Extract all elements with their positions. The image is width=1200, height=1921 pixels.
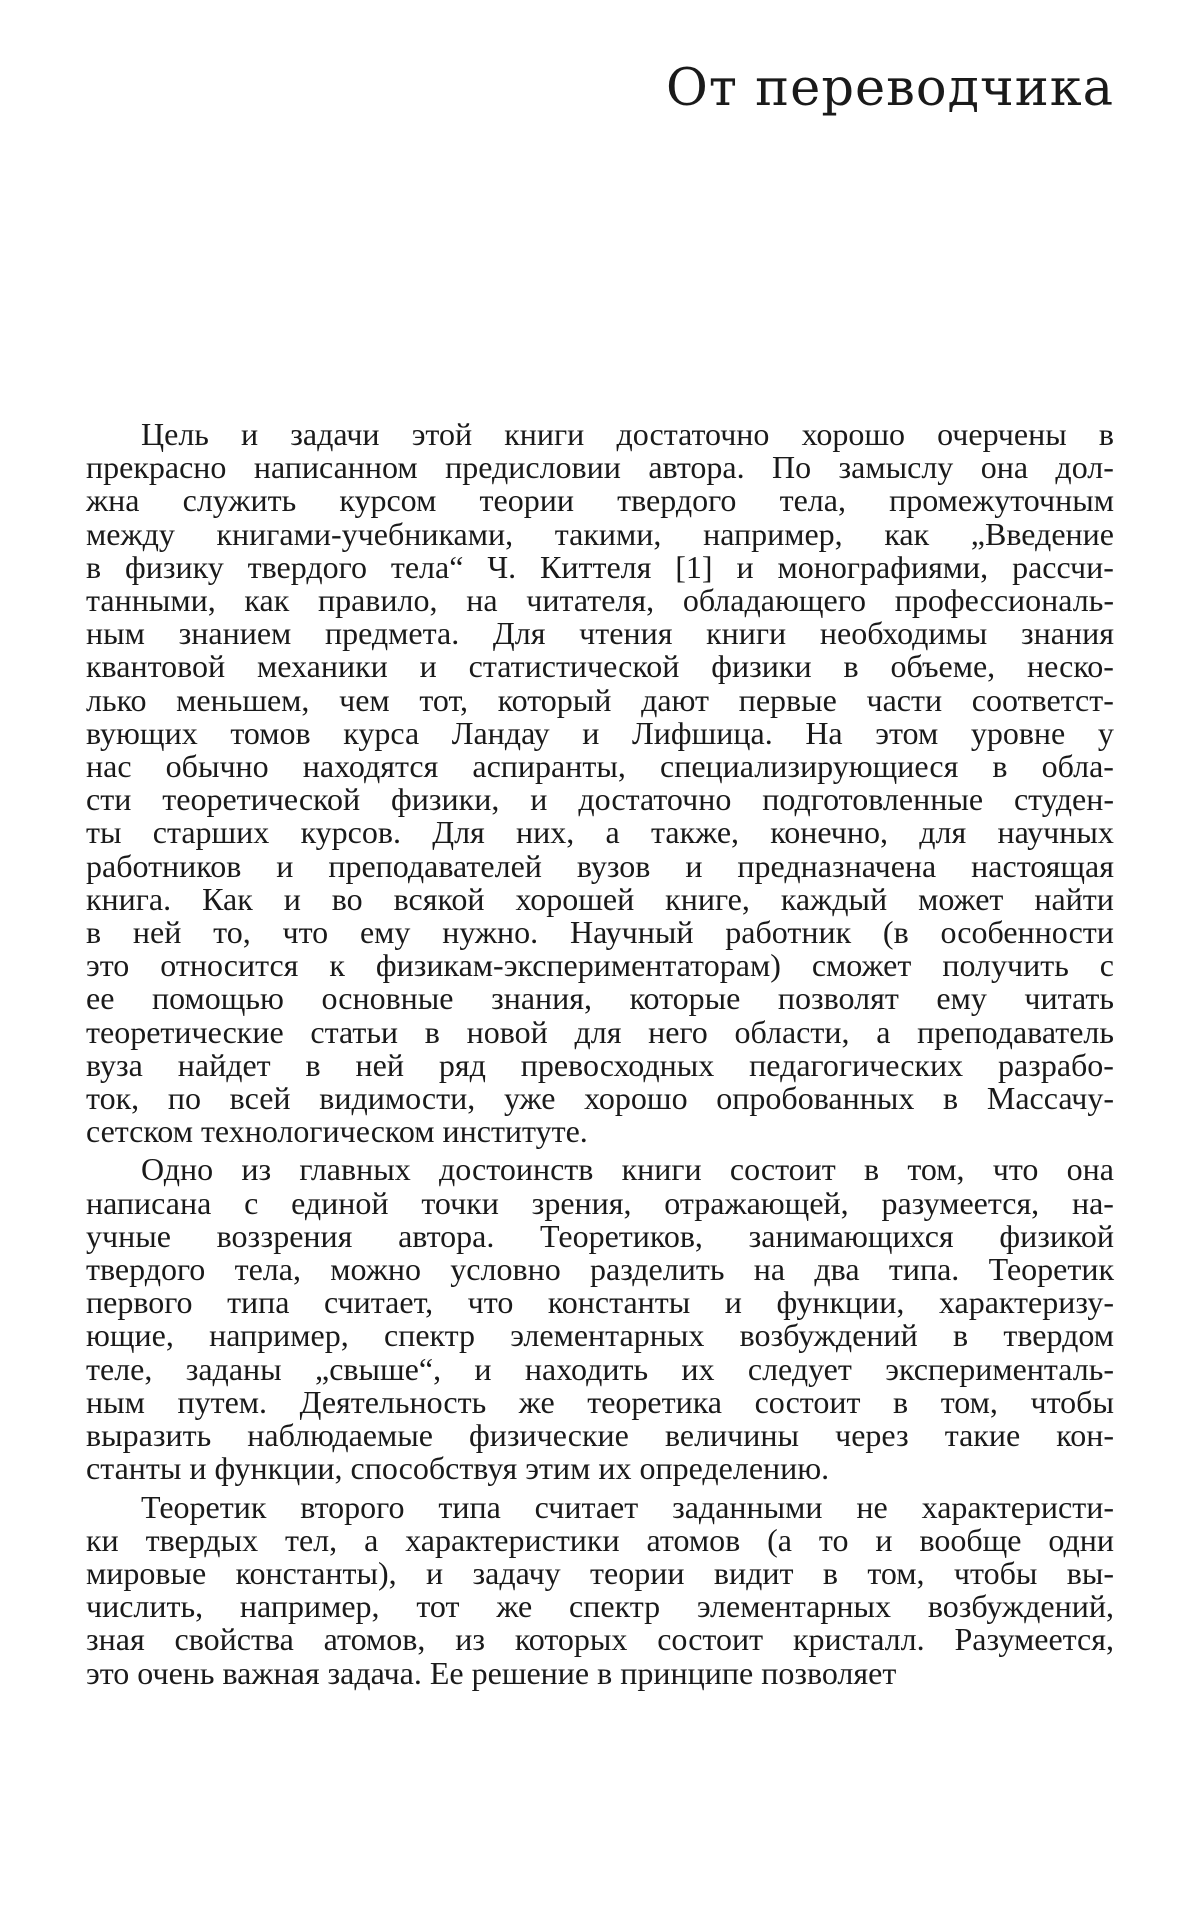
text-line: ты старших курсов. Для них, а также, конечно, для научных — [86, 814, 1114, 851]
text-line: в физику твердого тела“ Ч. Киттеля [1] и монографиями, рассчи- — [86, 548, 1114, 585]
text-line: зная свойства атомов, из которых состоит кристалл. Разумеется, — [86, 1621, 1114, 1658]
paragraph-1 — [86, 418, 1114, 1148]
text-line: Теоретик второго типа считает заданными не характеристи- — [141, 1488, 1114, 1525]
text-line: написана с единой точки зрения, отражающей, разумеется, на- — [86, 1184, 1114, 1221]
text-line: ки твердых тел, а характеристики атомов (а то и вообще одни — [86, 1521, 1114, 1558]
text-line: ющие, например, спектр элементарных возбуждений в твердом — [86, 1317, 1114, 1354]
text-line: учные воззрения автора. Теоретиков, занимающихся физикой — [86, 1217, 1114, 1254]
text-line: теоретические статьи в новой для него области, а преподаватель — [86, 1013, 1114, 1050]
text-line: мировые константы), и задачу теории видит в том, чтобы вы- — [86, 1554, 1114, 1591]
text-line: твердого тела, можно условно разделить на два типа. Теоретик — [86, 1251, 1114, 1288]
text-line: ток, по всей видимости, уже хорошо опробованных в Массачу- — [86, 1080, 1114, 1117]
text-line: работников и преподавателей вузов и предназначена настоящая — [86, 847, 1114, 884]
text-line: в ней то, что ему нужно. Научный работник (в особенности — [86, 914, 1114, 951]
paragraph-2 — [86, 1153, 1114, 1485]
text-line: выразить наблюдаемые физические величины через такие кон- — [86, 1417, 1114, 1454]
text-line: это очень важная задача. Ее решение в принципе позволяет — [86, 1654, 897, 1691]
text-line: теле, заданы „свыше“, и находить их следует эксперименталь- — [86, 1350, 1114, 1387]
text-line: танными, как правило, на читателя, обладающего профессиональ- — [86, 582, 1114, 619]
text-line: сетском технологическом институте. — [86, 1113, 588, 1150]
text-line: Цель и задачи этой книги достаточно хорошо очерчены в — [141, 416, 1114, 452]
text-line: ее помощью основные знания, которые позволят ему читать — [86, 980, 1114, 1017]
text-line: нас обычно находятся аспиранты, специализирующиеся в обла- — [86, 748, 1114, 785]
text-line: жна служить курсом теории твердого тела, промежуточным — [86, 482, 1114, 519]
text-line: между книгами-учебниками, такими, например, как „Введение — [86, 515, 1114, 552]
text-line: квантовой механики и статистической физики в объеме, неско- — [86, 648, 1114, 685]
text-line: сти теоретической физики, и достаточно подготовленные студен- — [86, 781, 1114, 818]
text-line: первого типа считает, что константы и функции, характеризу- — [86, 1284, 1114, 1321]
paragraph-3 — [86, 1488, 1114, 1691]
body-text — [86, 418, 1114, 1690]
text-line: станты и функции, способствуя этим их определению. — [86, 1450, 830, 1487]
page-title: От переводчика — [665, 59, 1114, 118]
text-line: лько меньшем, чем тот, который дают первые части соответст- — [86, 681, 1114, 718]
text-line: книга. Как и во всякой хорошей книге, каждый может найти — [86, 880, 1114, 917]
text-line: прекрасно написанном предисловии автора. По замыслу она дол- — [86, 449, 1114, 486]
text-line: вующих томов курса Ландау и Лифшица. На этом уровне у — [86, 714, 1114, 751]
text-line: ным знанием предмета. Для чтения книги необходимы знания — [86, 615, 1114, 652]
text-line: числить, например, тот же спектр элементарных возбуждений, — [86, 1588, 1114, 1625]
text-line: ным путем. Деятельность же теоретика состоит в том, чтобы — [86, 1383, 1114, 1420]
text-line: вуза найдет в ней ряд превосходных педагогических разрабо- — [86, 1046, 1114, 1083]
text-line: это относится к физикам-экспериментаторам) сможет получить с — [86, 947, 1114, 984]
text-line: Одно из главных достоинств книги состоит в том, что она — [141, 1151, 1114, 1188]
